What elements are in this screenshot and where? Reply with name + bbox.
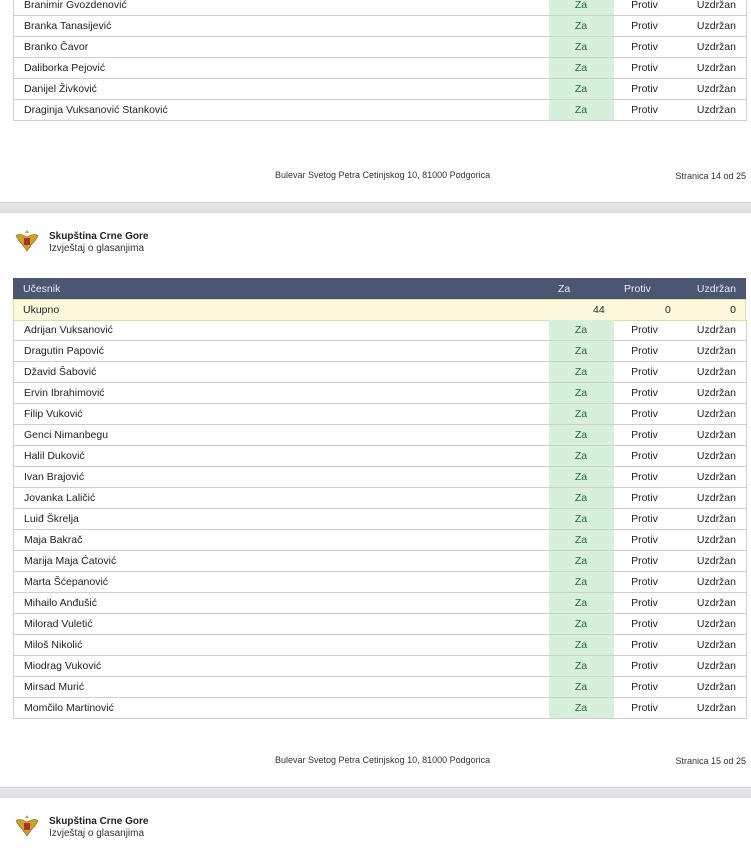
vote-protiv: Protiv (614, 614, 676, 635)
page-separator (0, 787, 751, 798)
participant-name: Marija Maja Ćatović (14, 551, 549, 572)
table-row (14, 614, 747, 635)
table-row (14, 677, 747, 698)
montenegro-coat-of-arms-icon (13, 227, 41, 255)
vote-za: Za (549, 593, 614, 614)
participant-name: Marta Šćepanović (14, 572, 549, 593)
table-row (14, 467, 747, 488)
table-row (14, 383, 747, 404)
vote-za: Za (549, 58, 614, 79)
vote-uzdrzan: Uzdržan (676, 698, 747, 719)
vote-za: Za (549, 551, 614, 572)
vote-uzdrzan: Uzdržan (676, 656, 747, 677)
col-participant: Učesnik (23, 283, 61, 295)
vote-uzdrzan: Uzdržan (676, 446, 747, 467)
vote-protiv: Protiv (614, 320, 676, 341)
vote-uzdrzan: Uzdržan (676, 530, 747, 551)
table-row (14, 635, 747, 656)
col-za: Za (558, 283, 571, 295)
page-number: Stranica 14 od 25 (675, 171, 746, 181)
table-row (14, 488, 747, 509)
total-protiv: 0 (665, 304, 671, 316)
report-header (13, 812, 313, 842)
participant-name: Branimir Gvozdenović (14, 0, 549, 16)
total-za: 44 (593, 304, 605, 316)
vote-table-page-15 (13, 320, 747, 719)
vote-protiv: Protiv (614, 16, 676, 37)
vote-protiv: Protiv (614, 572, 676, 593)
vote-uzdrzan: Uzdržan (676, 635, 747, 656)
vote-uzdrzan: Uzdržan (676, 614, 747, 635)
vote-za: Za (549, 425, 614, 446)
table-row (14, 100, 747, 121)
vote-table-page-14 (13, 0, 747, 121)
table-row (14, 551, 747, 572)
vote-protiv: Protiv (614, 530, 676, 551)
table-row (14, 362, 747, 383)
report-subtitle: Izvještaj o glasanjima (49, 828, 145, 839)
vote-protiv: Protiv (614, 383, 676, 404)
org-name: Skupština Crne Gore (49, 816, 149, 827)
table-row (14, 320, 747, 341)
participant-name: Jovanka Laličić (14, 488, 549, 509)
vote-uzdrzan: Uzdržan (676, 0, 747, 16)
total-label: Ukupno (23, 304, 60, 316)
vote-protiv: Protiv (614, 79, 676, 100)
table-row (14, 16, 747, 37)
vote-za: Za (549, 698, 614, 719)
table-row (14, 0, 747, 16)
vote-za: Za (549, 656, 614, 677)
participant-name: Mirsad Murić (14, 677, 549, 698)
participant-name: Miodrag Vuković (14, 656, 549, 677)
vote-za: Za (549, 100, 614, 121)
vote-protiv: Protiv (614, 467, 676, 488)
report-header (13, 227, 313, 257)
vote-protiv: Protiv (614, 677, 676, 698)
vote-protiv: Protiv (614, 656, 676, 677)
footer-address: Bulevar Svetog Petra Cetinjskog 10, 81000 Podgorica (275, 755, 491, 765)
montenegro-coat-of-arms-icon (13, 812, 41, 840)
vote-za: Za (549, 614, 614, 635)
participant-name: Daliborka Pejović (14, 58, 549, 79)
table-row (14, 698, 747, 719)
vote-protiv: Protiv (614, 698, 676, 719)
participant-name: Ivan Brajović (14, 467, 549, 488)
participant-name: Branko Čavor (14, 37, 549, 58)
table-row (14, 572, 747, 593)
vote-uzdrzan: Uzdržan (676, 425, 747, 446)
participant-name: Milorad Vuletić (14, 614, 549, 635)
participant-name: Halil Duković (14, 446, 549, 467)
vote-protiv: Protiv (614, 362, 676, 383)
vote-uzdrzan: Uzdržan (676, 341, 747, 362)
vote-uzdrzan: Uzdržan (676, 467, 747, 488)
table-row (14, 58, 747, 79)
vote-protiv: Protiv (614, 551, 676, 572)
vote-protiv: Protiv (614, 509, 676, 530)
vote-uzdrzan: Uzdržan (676, 58, 747, 79)
vote-za: Za (549, 530, 614, 551)
participant-name: Maja Bakrač (14, 530, 549, 551)
vote-uzdrzan: Uzdržan (676, 383, 747, 404)
vote-za: Za (549, 16, 614, 37)
table-row (14, 593, 747, 614)
col-protiv: Protiv (624, 283, 651, 295)
vote-uzdrzan: Uzdržan (676, 404, 747, 425)
vote-protiv: Protiv (614, 404, 676, 425)
vote-za: Za (549, 383, 614, 404)
org-name: Skupština Crne Gore (49, 231, 149, 242)
vote-za: Za (549, 320, 614, 341)
vote-za: Za (549, 572, 614, 593)
table-row (14, 509, 747, 530)
vote-uzdrzan: Uzdržan (676, 362, 747, 383)
participant-name: Genci Nimanbegu (14, 425, 549, 446)
vote-uzdrzan: Uzdržan (676, 509, 747, 530)
report-subtitle: Izvještaj o glasanjima (49, 243, 145, 254)
participant-name: Miloš Nikolić (14, 635, 549, 656)
vote-za: Za (549, 0, 614, 16)
vote-za: Za (549, 404, 614, 425)
table-row (14, 446, 747, 467)
participant-name: Ervin Ibrahimović (14, 383, 549, 404)
vote-za: Za (549, 446, 614, 467)
vote-protiv: Protiv (614, 488, 676, 509)
vote-za: Za (549, 37, 614, 58)
table-row (14, 404, 747, 425)
footer-address: Bulevar Svetog Petra Cetinjskog 10, 81000 Podgorica (275, 170, 491, 180)
participant-name: Dragutin Papović (14, 341, 549, 362)
vote-za: Za (549, 677, 614, 698)
page-separator (0, 202, 751, 213)
vote-protiv: Protiv (614, 341, 676, 362)
vote-protiv: Protiv (614, 593, 676, 614)
vote-uzdrzan: Uzdržan (676, 320, 747, 341)
total-uzdrzan: 0 (730, 304, 736, 316)
vote-uzdrzan: Uzdržan (676, 79, 747, 100)
vote-uzdrzan: Uzdržan (676, 100, 747, 121)
vote-protiv: Protiv (614, 100, 676, 121)
col-uzdrzan: Uzdržan (696, 283, 736, 295)
table-row (14, 656, 747, 677)
table-row (14, 79, 747, 100)
table-row (14, 530, 747, 551)
participant-name: Branka Tanasijević (14, 16, 549, 37)
vote-za: Za (549, 467, 614, 488)
vote-za: Za (549, 635, 614, 656)
participant-name: Draginja Vuksanović Stanković (14, 100, 549, 121)
vote-protiv: Protiv (614, 58, 676, 79)
participant-name: Adrijan Vuksanović (14, 320, 549, 341)
vote-uzdrzan: Uzdržan (676, 551, 747, 572)
vote-za: Za (549, 509, 614, 530)
vote-za: Za (549, 488, 614, 509)
table-header (13, 278, 746, 299)
vote-protiv: Protiv (614, 425, 676, 446)
table-row (14, 341, 747, 362)
participant-name: Danijel Živković (14, 79, 549, 100)
vote-za: Za (549, 341, 614, 362)
page-number: Stranica 15 od 25 (675, 756, 746, 766)
vote-uzdrzan: Uzdržan (676, 677, 747, 698)
vote-uzdrzan: Uzdržan (676, 37, 747, 58)
vote-uzdrzan: Uzdržan (676, 16, 747, 37)
table-row (14, 425, 747, 446)
participant-name: Filip Vuković (14, 404, 549, 425)
vote-uzdrzan: Uzdržan (676, 572, 747, 593)
vote-za: Za (549, 79, 614, 100)
vote-za: Za (549, 362, 614, 383)
vote-protiv: Protiv (614, 446, 676, 467)
vote-protiv: Protiv (614, 635, 676, 656)
participant-name: Mihailo Anđušić (14, 593, 549, 614)
vote-protiv: Protiv (614, 37, 676, 58)
table-row (14, 37, 747, 58)
vote-uzdrzan: Uzdržan (676, 488, 747, 509)
vote-protiv: Protiv (614, 0, 676, 16)
total-row (13, 299, 746, 321)
participant-name: Džavid Šabović (14, 362, 549, 383)
vote-uzdrzan: Uzdržan (676, 593, 747, 614)
participant-name: Luiđ Škrelja (14, 509, 549, 530)
participant-name: Momčilo Martinović (14, 698, 549, 719)
